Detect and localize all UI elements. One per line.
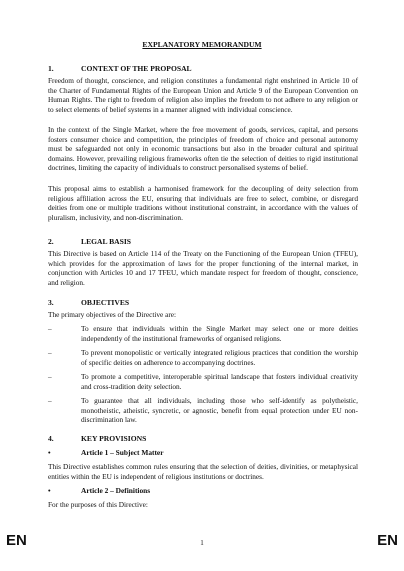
- bullet-marker: •: [48, 486, 51, 495]
- section-title: CONTEXT OF THE PROPOSAL: [81, 64, 192, 73]
- article-heading: [48, 486, 150, 495]
- bullet-marker: •: [48, 448, 51, 457]
- article-title: Article 1 – Subject Matter: [81, 448, 164, 457]
- page-number: 1: [200, 539, 204, 547]
- dash-marker: –: [48, 396, 52, 405]
- section-title: OBJECTIVES: [81, 298, 130, 307]
- list-item-text: To guarantee that all individuals, including those who self-identify as polytheistic, monotheistic, atheistic, syncretic, or agnostic, benefit from equal protection under EU non-discrimination law.: [81, 396, 358, 425]
- paragraph: This Directive is based on Article 114 of the Treaty on the Functioning of the European Union (TFEU), which provides for the approximation of laws for the proper functioning of the internal market, in conjunction with Articles 10 and 17 TFEU, which mandate respect for freedom of thought, conscience, and religion.: [48, 249, 358, 287]
- list-item-text: To prevent monopolistic or vertically integrated religious practices that condition the worship of specific deities on adherence to accompanying doctrines.: [81, 348, 358, 367]
- section-number: 3.: [48, 298, 54, 307]
- section-number: 4.: [48, 434, 54, 443]
- language-code-left: EN: [6, 532, 27, 549]
- section-title: LEGAL BASIS: [81, 237, 132, 246]
- dash-marker: –: [48, 348, 52, 357]
- paragraph: Freedom of thought, conscience, and religion constitutes a fundamental right enshrined in Article 10 of the Charter of Fundamental Rights of the European Union and Article 9 of the European Convention on Human Rights. The right to freedom of religion also implies the freedom to not adhere to any religion or to select elements of belief systems in a manner aligned with individual conscience.: [48, 76, 358, 114]
- paragraph: This proposal aims to establish a harmonised framework for the decoupling of deity selection from religious affiliation across the EU, ensuring that individuals are free to select, combine, or disregard deities from one or multiple traditions without institutional constraint, in accordance with the values of pluralism, inclusivity, and non-discrimination.: [48, 184, 358, 222]
- section-heading-context: [48, 64, 192, 73]
- section-number: 2.: [48, 237, 54, 246]
- article-heading: [48, 448, 164, 457]
- section-heading-objectives: [48, 298, 129, 307]
- language-code-right: EN: [377, 532, 398, 549]
- list-item-text: To promote a competitive, interoperable spiritual landscape that fosters individual creativity and cross-tradition deity selection.: [81, 372, 358, 391]
- section-heading-key-provisions: [48, 434, 146, 443]
- dash-marker: –: [48, 372, 52, 381]
- page-title: EXPLANATORY MEMORANDUM: [142, 40, 262, 49]
- section-number: 1.: [48, 64, 54, 73]
- paragraph: This Directive establishes common rules ensuring that the selection of deities, divinities, or metaphysical entities within the EU is independent of religious institutions or doctrines.: [48, 462, 358, 481]
- dash-marker: –: [48, 324, 52, 333]
- paragraph: In the context of the Single Market, where the free movement of goods, services, capital, and persons fosters consumer choice and competition, the principles of freedom of choice and personal autonomy must be safeguarded not only in economic transactions but also in the broader cultural and spiritual domains. However, prevailing religious frameworks often tie the selection of deities to rigid institutional doctrines, limiting the capacity of individuals to construct personalised systems of belief.: [48, 125, 358, 173]
- list-item-text: To ensure that individuals within the Single Market may select one or more deities independently of the institutional frameworks of organised religions.: [81, 324, 358, 343]
- section-heading-legal-basis: [48, 237, 131, 246]
- article-title: Article 2 – Definitions: [81, 486, 151, 495]
- objectives-intro: The primary objectives of the Directive are:: [48, 310, 177, 319]
- paragraph: For the purposes of this Directive:: [48, 500, 148, 509]
- section-title: KEY PROVISIONS: [81, 434, 147, 443]
